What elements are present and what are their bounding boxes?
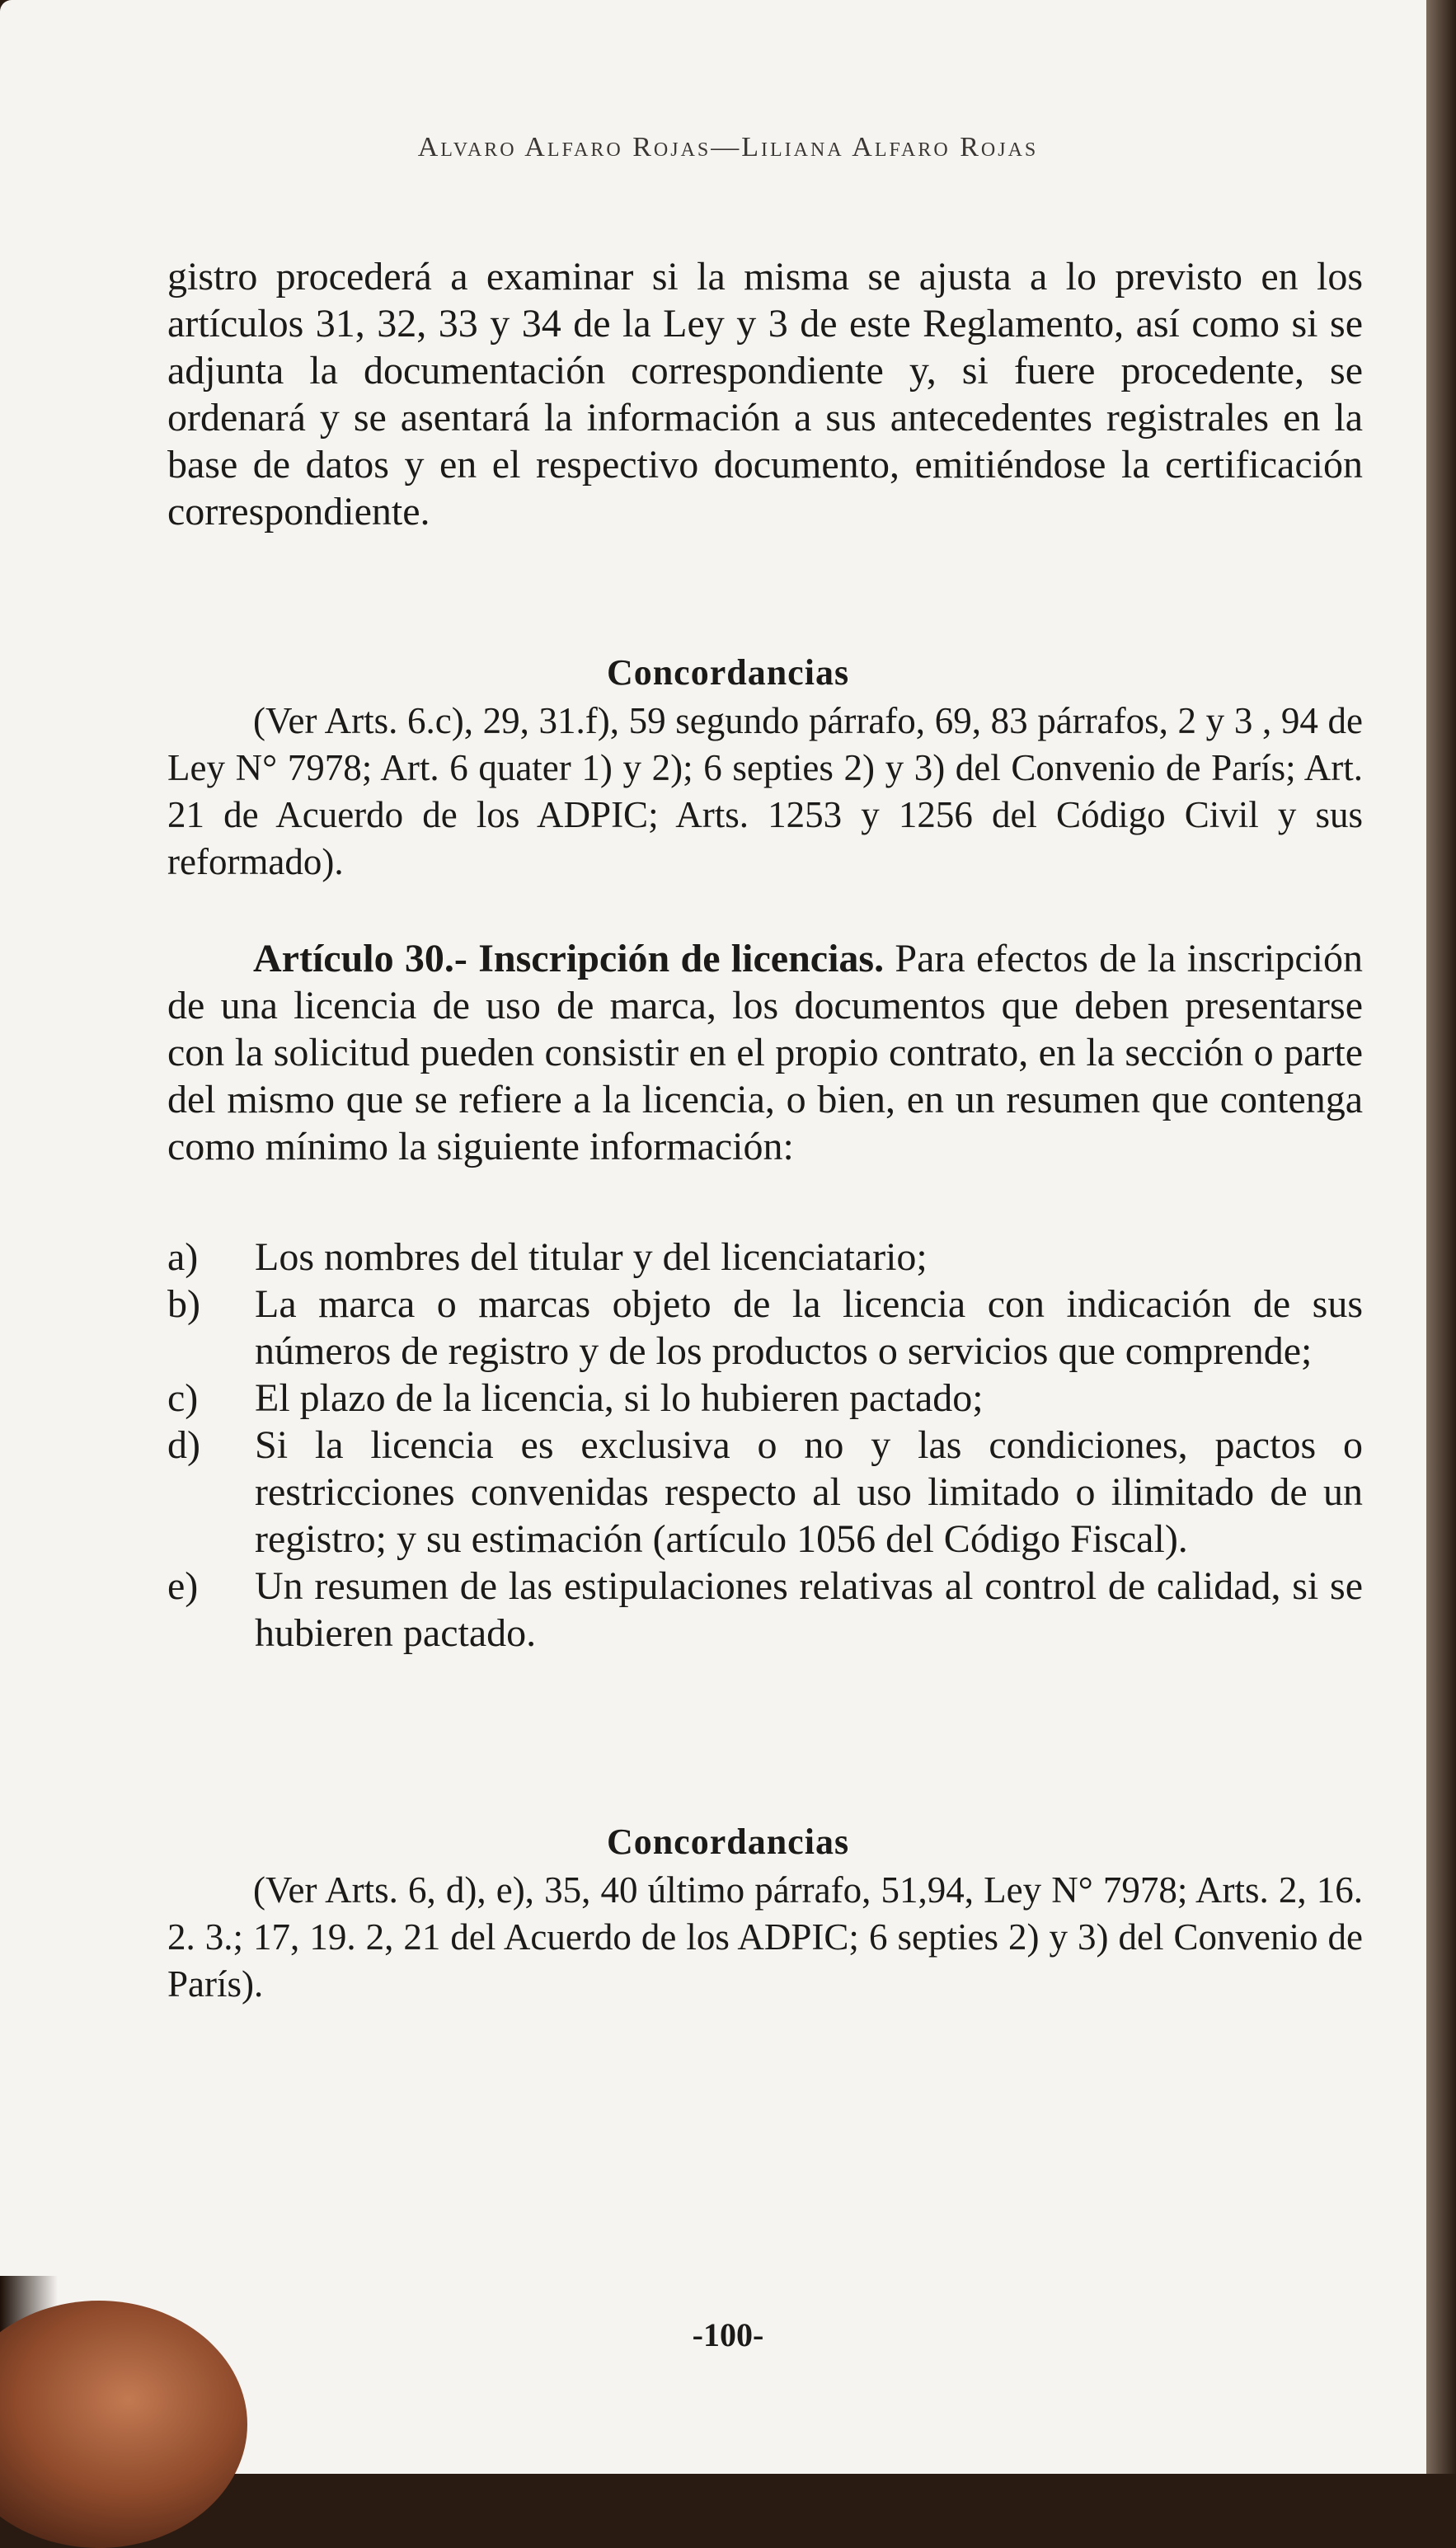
concordancias-2-text: (Ver Arts. 6, d), e), 35, 40 último párrafo, 51,94, Ley N° 7978; Arts. 2, 16. 2. 3.; 17, 19. 2, 21 del Acuerdo de los ADPIC; 6 septies 2) y 3) del Convenio de París). — [167, 1869, 1363, 2005]
list-item-text: El plazo de la licencia, si lo hubieren pactado; — [255, 1376, 984, 1420]
article-30-intro-text: Para efectos de la inscripción de una licencia de uso de marca, los documentos que deben presentarse con la solicitud pueden consistir en el propio contrato, en la sección o parte del mismo que se refiere a la licencia, o bien, en un resumen que contenga como mínimo la siguiente información: — [167, 937, 1364, 1168]
list-marker: a) — [167, 1235, 199, 1279]
page-number: -100- — [692, 2316, 764, 2353]
concordancias-1-title: Concordancias — [606, 652, 850, 693]
list-item — [167, 1422, 1363, 1563]
paragraph-1 — [167, 253, 1363, 535]
list-item-text: Un resumen de las estipulaciones relativas al control de calidad, si se hubieren pactado. — [255, 1564, 1363, 1655]
list-item — [167, 1563, 1363, 1657]
running-head: Alvaro Alfaro Rojas—Liliana Alfaro Rojas — [417, 132, 1039, 162]
page-edge-shadow — [1426, 0, 1456, 2474]
paragraph-1-text: gistro procederá a examinar si la misma se ajusta a lo previsto en los artículos 31, 32, 33 y 34 de la Ley y 3 de este Reglamento, así como si se adjunta la documentación correspondiente y, si fuere procedente, se ordenará y se asentará la información a sus antecedentes registrales en la base de datos y en el respectivo documento, emitiéndose la certificación correspondiente. — [167, 255, 1363, 534]
article-30-list — [167, 1234, 1363, 1657]
list-marker: c) — [167, 1376, 199, 1420]
article-30-intro — [167, 935, 1363, 1170]
list-item-text: Si la licencia es exclusiva o no y las condiciones, pactos o restricciones convenidas respecto al uso limitado o ilimitado de un registro; y su estimación (artículo 1056 del Código Fiscal). — [255, 1423, 1363, 1561]
concordancias-2-title: Concordancias — [606, 1822, 850, 1862]
list-item-text: Los nombres del titular y del licenciatario; — [255, 1235, 928, 1279]
list-item — [167, 1234, 1363, 1281]
list-marker: e) — [167, 1564, 199, 1608]
article-30-title: Artículo 30.- Inscripción de licencias. — [253, 937, 885, 980]
list-item-text: La marca o marcas objeto de la licencia con indicación de sus números de registro y de los productos o servicios que comprende; — [255, 1282, 1363, 1373]
list-marker: b) — [167, 1282, 200, 1326]
list-marker: d) — [167, 1423, 200, 1467]
concordancias-1-text: (Ver Arts. 6.c), 29, 31.f), 59 segundo párrafo, 69, 83 párrafos, 2 y 3 , 94 de Ley N° 7978; Art. 6 quater 1) y 2); 6 septies 2) y 3) del Convenio de París; Art. 21 de Acuerdo de los ADPIC; Arts. 1253 y 1256 del Código Civil y sus reformado). — [167, 700, 1363, 882]
list-item — [167, 1281, 1363, 1375]
list-item — [167, 1375, 1363, 1422]
